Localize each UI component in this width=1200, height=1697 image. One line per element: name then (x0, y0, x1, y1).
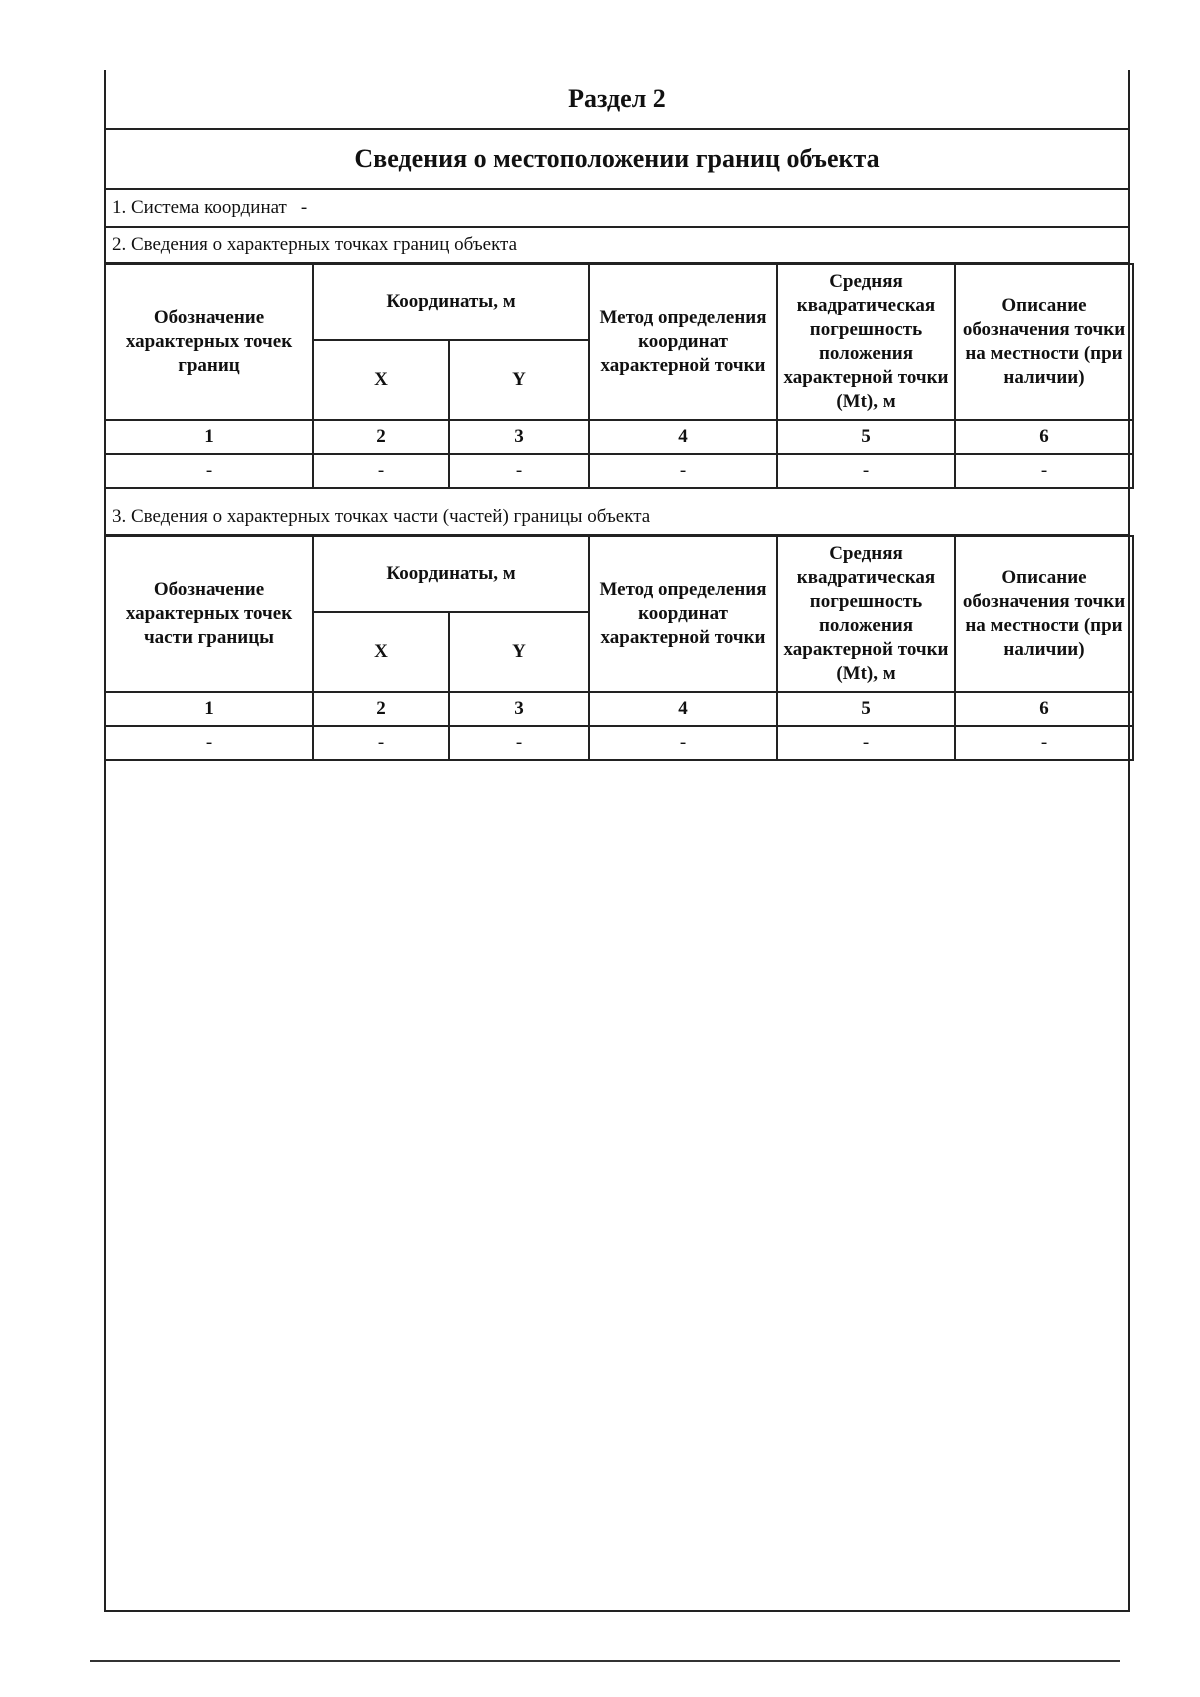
header-error: Средняя квадратическая погрешность положения характерной точки (Mt), м (777, 536, 955, 692)
table-row (105, 726, 1133, 760)
table-cell: - (313, 454, 449, 488)
column-number: 2 (313, 420, 449, 454)
header-y: Y (449, 612, 589, 692)
table-cell: - (313, 726, 449, 760)
column-number: 4 (589, 692, 777, 726)
header-designation: Обозначение характерных точек границ (105, 264, 313, 420)
table-cell: - (589, 726, 777, 760)
table-cell: - (105, 454, 313, 488)
table-cell: - (777, 726, 955, 760)
boundary-points-table (104, 263, 1134, 489)
document-frame (104, 70, 1130, 1612)
table-cell: - (955, 726, 1133, 760)
header-x: X (313, 340, 449, 420)
table-cell: - (449, 726, 589, 760)
column-number: 4 (589, 420, 777, 454)
table-cell: - (449, 454, 589, 488)
section-title: Раздел 2 (106, 70, 1128, 130)
header-method: Метод определения координат характерной точки (589, 264, 777, 420)
column-number: 1 (105, 692, 313, 726)
coordinate-system-label: 1. Система координат (112, 197, 287, 218)
column-number: 5 (777, 420, 955, 454)
table-row (105, 454, 1133, 488)
column-number: 2 (313, 692, 449, 726)
header-coordinates: Координаты, м (313, 536, 589, 612)
column-number: 5 (777, 692, 955, 726)
part-points-heading: 3. Сведения о характерных точках части (частей) границы объекта (106, 500, 1128, 536)
column-number-row (105, 420, 1133, 454)
column-number: 3 (449, 420, 589, 454)
table-cell: - (589, 454, 777, 488)
boundary-points-heading: 2. Сведения о характерных точках границ объекта (106, 228, 1128, 264)
column-number: 6 (955, 420, 1133, 454)
column-number: 3 (449, 692, 589, 726)
header-method: Метод определения координат характерной точки (589, 536, 777, 692)
header-error: Средняя квадратическая погрешность положения характерной точки (Mt), м (777, 264, 955, 420)
header-description: Описание обозначения точки на местности (при наличии) (955, 536, 1133, 692)
column-number: 6 (955, 692, 1133, 726)
header-x: X (313, 612, 449, 692)
column-number: 1 (105, 420, 313, 454)
table-cell: - (955, 454, 1133, 488)
table-cell: - (105, 726, 313, 760)
column-number-row (105, 692, 1133, 726)
coordinate-system-row (106, 190, 1128, 228)
table-cell: - (777, 454, 955, 488)
header-description: Описание обозначения точки на местности (при наличии) (955, 264, 1133, 420)
header-y: Y (449, 340, 589, 420)
main-title: Сведения о местоположении границ объекта (106, 130, 1128, 190)
part-points-table (104, 535, 1134, 761)
footer-line (90, 1660, 1120, 1662)
header-designation: Обозначение характерных точек части границы (105, 536, 313, 692)
coordinate-system-value: - (300, 197, 308, 218)
header-coordinates: Координаты, м (313, 264, 589, 340)
